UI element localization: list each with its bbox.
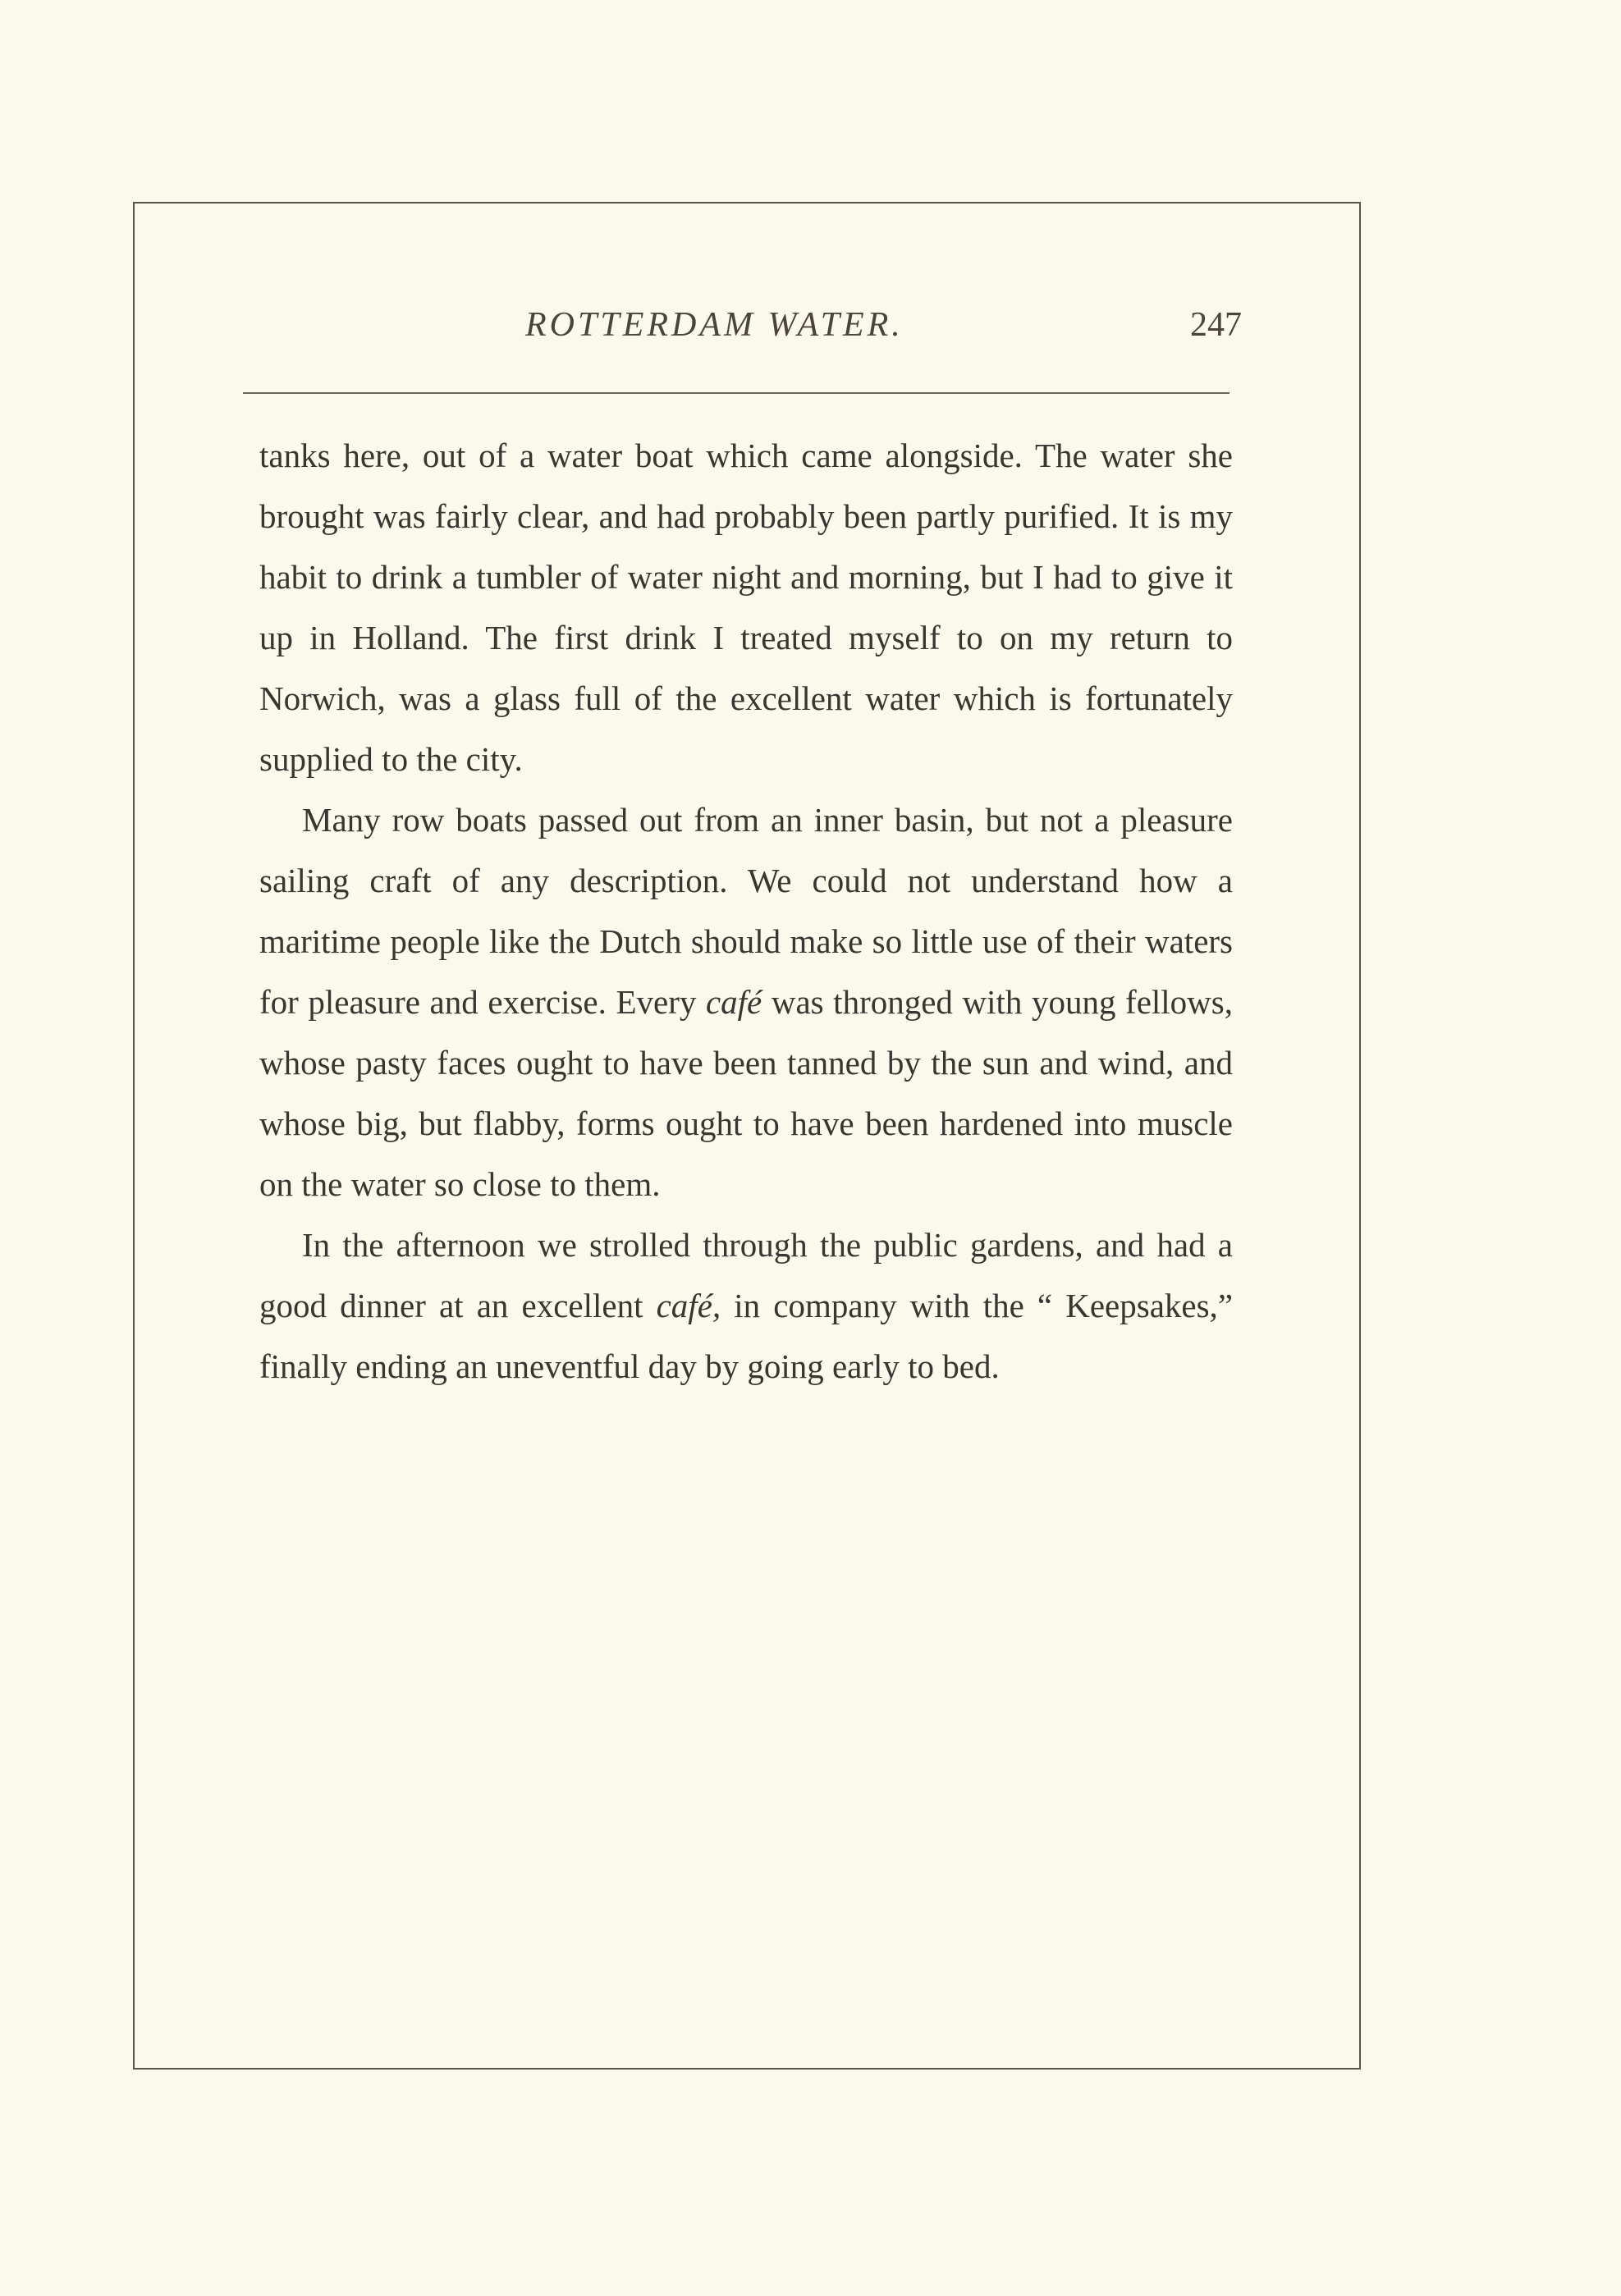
paragraph-2 — [259, 789, 1233, 1214]
italic-cafe: café — [705, 983, 762, 1021]
header-rule — [243, 392, 1229, 394]
page-number: 247 — [1190, 306, 1242, 344]
paragraph-1-text: tanks here, out of a water boat which came alongside. The water she brought was fairly clear, and had probably been partly purified. It is my habit to drink a tumbler of water night and morning, but I had to give it up in Holland. The first drink I treated myself to on my return to Norwich, was a glass full of the excellent water which is fortunately supplied to the city. — [259, 437, 1233, 778]
paragraph-2-text-a: Many row boats passed out from an inner basin, but not a pleasure sailing craft of any description. We could not understand how a maritime people like the Dutch should make so little use of their waters for pleasure and exercise. Every — [259, 801, 1233, 1021]
body-text — [259, 425, 1233, 1397]
paragraph-3-text-a: In the afternoon we strolled through the public gardens, and had a good dinner at an excellent — [259, 1226, 1233, 1324]
paragraph-3 — [259, 1214, 1233, 1397]
running-head — [0, 305, 1621, 363]
paragraph-3-text-b: in company with the “ Keepsakes,” finally ending an uneventful day by going early to bed. — [259, 1287, 1233, 1385]
paragraph-2-text-b: was thronged with young fellows, whose pasty faces ought to have been tanned by the sun and wind, and whose big, but flabby, forms ought to have been hardened into muscle on the water so close to them. — [259, 983, 1233, 1203]
italic-cafe: café, — [656, 1287, 721, 1324]
paragraph-1 — [259, 425, 1233, 789]
running-title: ROTTERDAM WATER. — [525, 306, 904, 344]
